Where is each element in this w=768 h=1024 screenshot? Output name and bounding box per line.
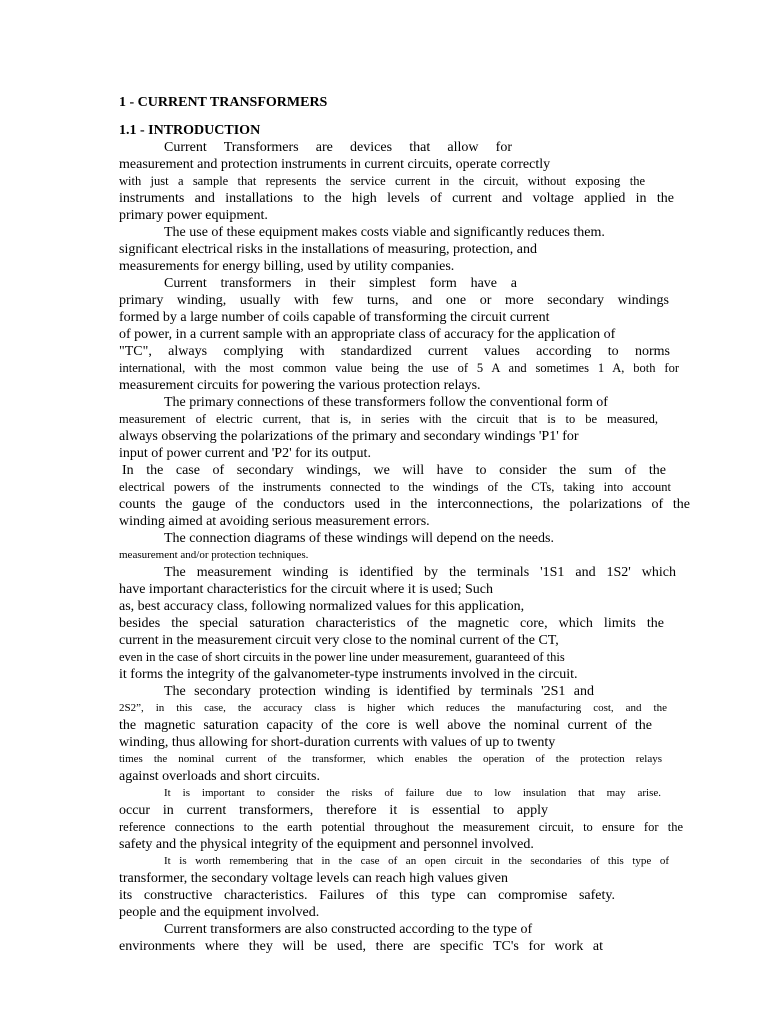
- text-line: have important characteristics for the circuit where it is used; Such: [119, 582, 493, 597]
- text-line: current in the measurement circuit very close to the nominal current of the CT,: [119, 633, 559, 648]
- text-line: people and the equipment involved.: [119, 905, 320, 920]
- text-line: winding aimed at avoiding serious measurement errors.: [119, 514, 430, 529]
- text-line: the magnetic saturation capacity of the core is well above the nominal current of the: [119, 718, 652, 733]
- text-line: its constructive characteristics. Failures of this type can compromise safety.: [119, 888, 615, 903]
- text-line: of power, in a current sample with an appropriate class of accuracy for the application of: [119, 327, 616, 342]
- text-line: The secondary protection winding is identified by terminals '2S1 and: [164, 684, 594, 699]
- text-line: even in the case of short circuits in the power line under measurement, guaranteed of this: [119, 650, 565, 664]
- text-line: always observing the polarizations of the primary and secondary windings 'P1' for: [119, 429, 579, 444]
- text-line: The use of these equipment makes costs viable and significantly reduces them.: [164, 225, 605, 240]
- text-line: In the case of secondary windings, we will have to consider the sum of the: [122, 463, 666, 478]
- text-line: The connection diagrams of these windings will depend on the needs.: [164, 531, 554, 546]
- text-line: input of power current and 'P2' for its output.: [119, 446, 371, 461]
- text-line: it forms the integrity of the galvanometer-type instruments involved in the circuit.: [119, 667, 578, 682]
- text-line: 2S2”, in this case, the accuracy class is higher which reduces the manufacturing cost, and the: [119, 702, 667, 714]
- text-line: measurements for energy billing, used by utility companies.: [119, 259, 455, 274]
- text-line: counts the gauge of the conductors used in the interconnections, the polarizations of the: [119, 497, 690, 512]
- text-line: measurement circuits for powering the various protection relays.: [119, 378, 481, 393]
- text-line: international, with the most common value being the use of 5 A and sometimes 1 A, both for: [119, 361, 679, 375]
- text-line: significant electrical risks in the installations of measuring, protection, and: [119, 242, 537, 257]
- text-line: environments where they will be used, there are specific TC's for work at: [119, 939, 603, 954]
- text-line: safety and the physical integrity of the equipment and personnel involved.: [119, 837, 534, 852]
- text-line: as, best accuracy class, following normalized values for this application,: [119, 599, 525, 614]
- text-line: Current transformers are also constructed according to the type of: [164, 922, 533, 937]
- text-line: winding, thus allowing for short-duration currents with values of up to twenty: [119, 735, 556, 750]
- text-line: against overloads and short circuits.: [119, 769, 321, 784]
- text-line: besides the special saturation characteristics of the magnetic core, which limits the: [119, 616, 664, 631]
- text-line: measurement of electric current, that is, in series with the circuit that is to be measured,: [119, 412, 658, 426]
- text-line: It is important to consider the risks of failure due to low insulation that may arise.: [164, 787, 661, 799]
- section-heading: 1 - CURRENT TRANSFORMERS: [119, 95, 328, 110]
- text-line: The primary connections of these transformers follow the conventional form of: [164, 395, 608, 410]
- text-line: times the nominal current of the transformer, which enables the operation of the protection relays: [119, 753, 662, 765]
- text-line: electrical powers of the instruments connected to the windings of the CTs, taking into account: [119, 480, 671, 494]
- text-line: "TC", always complying with standardized current values according to norms: [119, 344, 670, 359]
- text-line: formed by a large number of coils capable of transforming the circuit current: [119, 310, 550, 325]
- text-line: measurement and/or protection techniques.: [119, 549, 309, 561]
- text-line: primary power equipment.: [119, 208, 268, 223]
- subsection-heading: 1.1 - INTRODUCTION: [119, 123, 261, 138]
- text-line: Current transformers in their simplest form have a: [164, 276, 517, 291]
- text-line: instruments and installations to the high levels of current and voltage applied in the: [119, 191, 674, 206]
- text-line: Current Transformers are devices that allow for: [164, 140, 512, 155]
- text-line: occur in current transformers, therefore it is essential to apply: [119, 803, 548, 818]
- text-line: with just a sample that represents the service current in the circuit, without exposing the: [119, 174, 645, 188]
- text-line: primary winding, usually with few turns, and one or more secondary windings: [119, 293, 669, 308]
- text-line: transformer, the secondary voltage levels can reach high values given: [119, 871, 508, 886]
- text-line: It is worth remembering that in the case of an open circuit in the secondaries of this type of: [164, 855, 669, 867]
- text-line: measurement and protection instruments in current circuits, operate correctly: [119, 157, 551, 172]
- text-line: The measurement winding is identified by the terminals '1S1 and 1S2' which: [164, 565, 676, 580]
- text-line: reference connections to the earth potential throughout the measurement circuit, to ensure for the: [119, 820, 683, 834]
